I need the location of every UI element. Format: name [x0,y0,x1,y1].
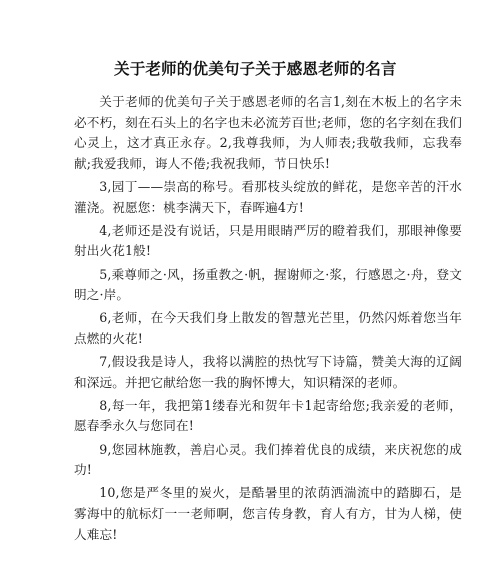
paragraph: 4,老师还是没有说话，只是用眼睛严厉的瞪着我们，那眼神像要射出火花1般! [74,222,462,259]
document-title: 关于老师的优美句子关于感恩老师的名言 [114,59,397,78]
document-body [74,92,462,545]
paragraph: 5,乘尊师之·风，扬重教之·帆，握谢师之·浆，行感恩之·舟，登文明之·岸。 [74,266,462,303]
paragraph: 9,您园林施教，善启心灵。我们捧着优良的成绩，来庆祝您的成功! [74,441,462,478]
paragraph: 8,每一年，我把第1缕春光和贺年卡1起寄给您;我亲爱的老师，愿春季永久与您同在! [74,397,462,434]
paragraph: 3,园丁——崇高的称号。看那枝头绽放的鲜花，是您辛苦的汗水灌浇。祝愿您：桃李满天下，春晖遍4方! [74,178,462,215]
paragraph: 关于老师的优美句子关于感恩老师的名言1,刻在木板上的名字未必不朽，刻在石头上的名字也未必流芳百世;老师，您的名字刻在我们心灵上，这才真正永存。2,我尊我师，为人师表;我敬我师，忘我奉献;我爱我师，诲人不倦;我祝我师，节日快乐! [74,94,462,171]
paragraph: 10,您是严冬里的炭火，是酷暑里的浓荫洒湍流中的踏脚石，是雾海中的航标灯一一老师啊，您言传身教，育人有方，甘为人梯，使人难忘! [74,485,462,542]
paragraph: 7,假设我是诗人，我将以满腔的热忱写下诗篇，赞美大海的辽阔和深远。并把它献给您一我的胸怀博大，知识精深的老师。 [74,354,462,390]
paragraph: 6,老师，在今天我们身上散发的智慧光芒里，仍然闪烁着您当年点燃的火花! [74,310,462,346]
